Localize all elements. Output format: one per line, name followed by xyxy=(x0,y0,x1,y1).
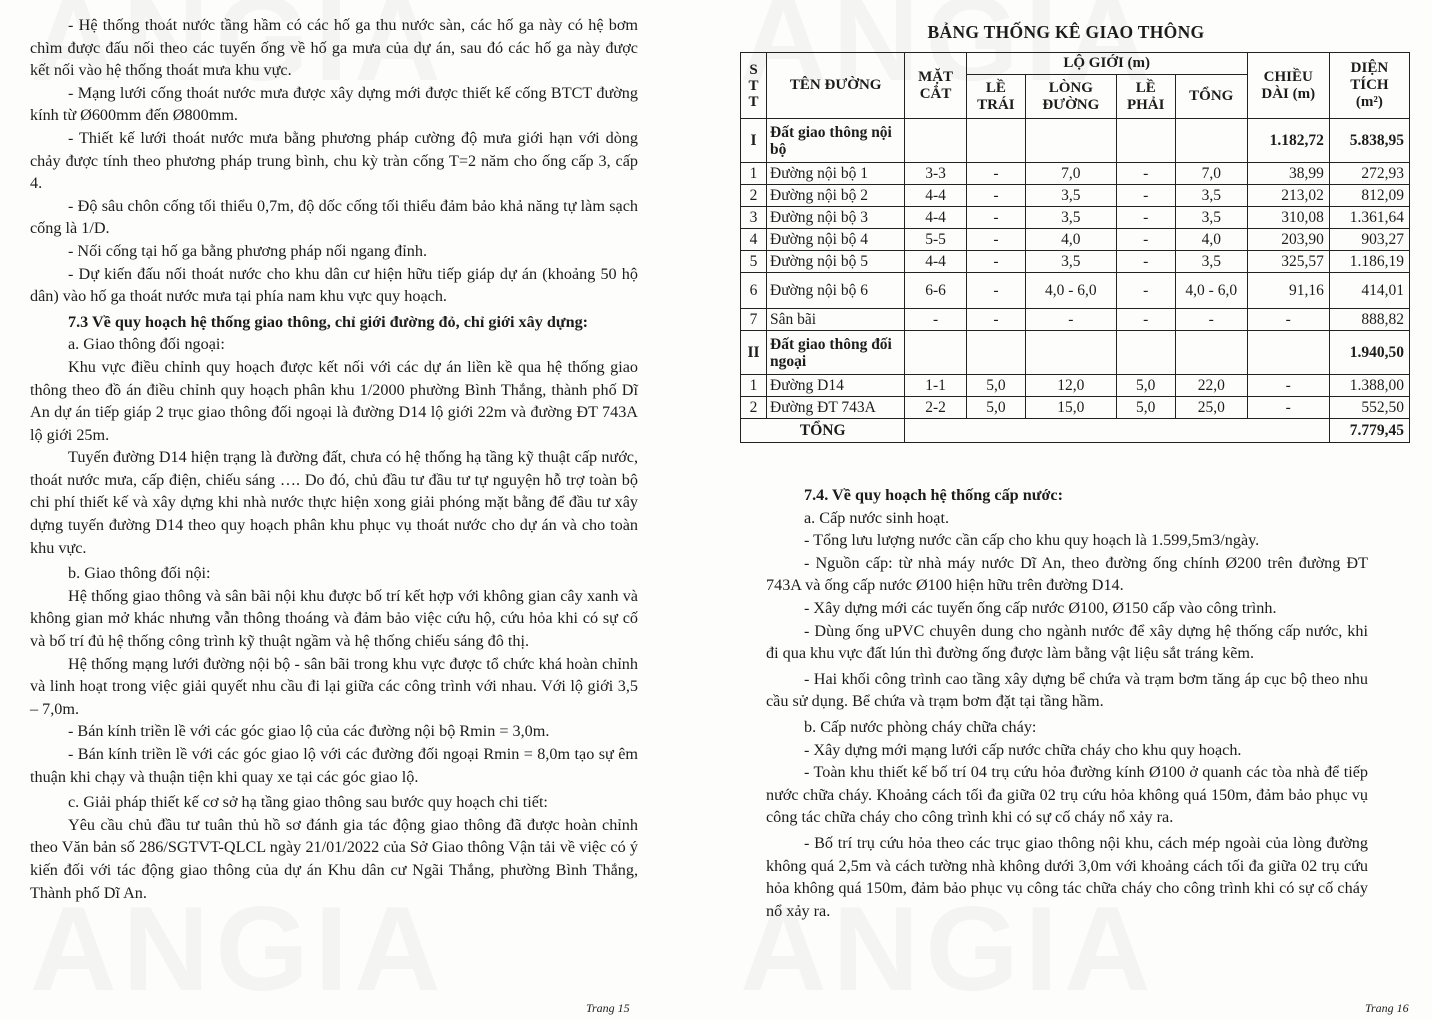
subheading: a. Cấp nước sinh hoạt. xyxy=(804,508,950,527)
paragraph: Tuyến đường D14 hiện trạng là đường đất, chưa có hệ thống hạ tầng kỹ thuật cấp nước, thoát nước mưa, cấp điện, chiếu sáng …. Do đó, chủ đầu tư đầu tư tự nguyện hỗ trợ toàn bộ chi phí thiết kế và xây dựng khi nhà nước thực hiện xong giải phóng mặt bằng để đầu tư xây dựng tuyến đường D14 theo quy hoạch phân khu phục vụ thoát nước cho dự án và cho toàn khu vực. xyxy=(30,448,638,557)
cell-dien-tich: 903,27 xyxy=(1329,229,1409,251)
cell-le-phai: - xyxy=(1116,207,1175,229)
cell-name: Đất giao thông nội bộ xyxy=(767,119,905,163)
cell-long-duong: 12,0 xyxy=(1026,375,1117,397)
cell-dien-tich: 1.361,64 xyxy=(1329,207,1409,229)
cell-dien-tich: 888,82 xyxy=(1329,309,1409,331)
right-page xyxy=(700,0,1432,1020)
header-dien-tich xyxy=(1329,53,1409,119)
cell-long-duong: 3,5 xyxy=(1026,207,1117,229)
cell-dien-tich: 1.388,00 xyxy=(1329,375,1409,397)
header-dien-tich-unit: (m²) xyxy=(1355,94,1383,110)
cell-name: Đường nội bộ 2 xyxy=(767,185,905,207)
paragraph: - Toàn khu thiết kế bố trí 04 trụ cứu hỏa đường kính Ø100 ở quanh các tòa nhà để tiếp nước chữa cháy. Khoảng cách tối đa giữa 02 trụ cứu hỏa không quá 150m, đảm bảo phục vụ công tác chữa cháy cho công trình khi có sự cố cháy nổ xảy ra. xyxy=(766,763,1368,827)
paragraph: - Độ sâu chôn cống tối thiểu 0,7m, độ dốc cống tối thiểu đảm bảo khả năng tự làm sạch cống là 1/D. xyxy=(30,196,638,238)
paragraph: - Tổng lưu lượng nước cần cấp cho khu quy hoạch là 1.599,5m3/ngày. xyxy=(804,531,1260,550)
traffic-statistics-table xyxy=(740,52,1410,443)
cell-le-trai xyxy=(966,331,1025,375)
cell-long-duong: - xyxy=(1026,309,1117,331)
cell-tong: 4,0 - 6,0 xyxy=(1175,273,1247,309)
table-body xyxy=(741,119,1410,419)
cell-section: 6-6 xyxy=(905,273,966,309)
cell-le-trai: 5,0 xyxy=(966,397,1025,419)
cell-le-trai: - xyxy=(966,207,1025,229)
cell-le-phai: - xyxy=(1116,229,1175,251)
cell-long-duong xyxy=(1026,119,1117,163)
cell-section: 4-4 xyxy=(905,207,966,229)
cell-name: Đường D14 xyxy=(767,375,905,397)
cell-tong: 7,0 xyxy=(1175,163,1247,185)
subheading: c. Giải pháp thiết kế cơ sở hạ tầng giao thông sau bước quy hoạch chi tiết: xyxy=(68,793,548,812)
subheading: a. Giao thông đối ngoại: xyxy=(68,335,225,354)
cell-le-trai: 5,0 xyxy=(966,375,1025,397)
cell-le-phai xyxy=(1116,331,1175,375)
cell-tong: - xyxy=(1175,309,1247,331)
cell-chieu-dai: 213,02 xyxy=(1247,185,1329,207)
cell-le-phai: - xyxy=(1116,163,1175,185)
cell-section: 5-5 xyxy=(905,229,966,251)
paragraph: Yêu cầu chủ đầu tư tuân thủ hồ sơ đánh gia tác động giao thông đã được hoàn chỉnh theo Văn bản số 286/SGTVT-QLCL ngày 21/01/2022 của Sở Giao thông Vận tải về việc có ý kiến đối với tác động giao thông của dự án Khu dân cư Ngãi Thắng, phường Bình Thắng, Thành phố Dĩ An. xyxy=(30,815,638,902)
cell-chieu-dai: - xyxy=(1247,309,1329,331)
cell-long-duong: 4,0 xyxy=(1026,229,1117,251)
cell-dien-tich: 1.186,19 xyxy=(1329,251,1409,273)
section-heading-7-3: 7.3 Về quy hoạch hệ thống giao thông, chỉ giới đường đỏ, chỉ giới xây dựng: xyxy=(68,312,589,331)
header-stt: S T T xyxy=(741,53,767,119)
cell-stt: 6 xyxy=(741,273,767,309)
left-text-block-1 xyxy=(30,14,638,904)
paragraph: Hệ thống giao thông và sân bãi nội khu được bố trí kết hợp với không gian cây xanh và không gian mở khác nhưng vẫn thông thoáng và đảm bảo việc cứu hộ, cứu hỏa khi có sự cố và bố trí đủ hệ thống công trình kỹ thuật ngầm và hệ thống chiếu sáng đô thị. xyxy=(30,586,638,651)
cell-tong xyxy=(1175,119,1247,163)
header-le-trai: LỀ TRÁI xyxy=(966,75,1025,119)
cell-name: Đường nội bộ 4 xyxy=(767,229,905,251)
cell-chieu-dai xyxy=(1247,331,1329,375)
cell-section: 1-1 xyxy=(905,375,966,397)
cell-chieu-dai: - xyxy=(1247,397,1329,419)
paragraph: - Thiết kế lưới thoát nước mưa bằng phương pháp cường độ mưa giới hạn với dòng chảy được tính theo phương pháp trung bình, chu kỳ tràn cống T=2 năm cho ống cấp 3, cấp 4. xyxy=(30,128,638,193)
paragraph: - Bán kính triền lề với các góc giao lộ của các đường nội bộ Rmin = 3,0m. xyxy=(68,722,550,741)
cell-le-trai xyxy=(966,119,1025,163)
cell-stt: 2 xyxy=(741,185,767,207)
paragraph: - Xây dựng mới các tuyến ống cấp nước Ø100, Ø150 cấp vào công trình. xyxy=(804,598,1277,617)
paragraph: Hệ thống mạng lưới đường nội bộ - sân bãi trong khu vực được tổ chức khá hoàn chỉnh và linh hoạt trong việc giải quyết nhu cầu đi lại giữa các công trình với nhau. Với lộ giới 3,5 – 7,0m. xyxy=(30,654,638,718)
cell-le-phai: 5,0 xyxy=(1116,375,1175,397)
table-row xyxy=(741,163,1410,185)
page-number-left: Trang 15 xyxy=(586,1001,630,1015)
paragraph: - Hai khối công trình cao tầng xây dựng bể chứa và trạm bơm tăng áp cục bộ theo nhu cầu sử dụng. Bể chứa và trạm bơm đặt tại tầng hầm. xyxy=(766,669,1368,711)
cell-name: Đường nội bộ 3 xyxy=(767,207,905,229)
paragraph: Khu vực điều chỉnh quy hoạch được kết nối với các dự án liền kề qua hệ thống giao thông theo đồ án điều chỉnh quy hoạch phân khu 1/2000 phường Bình Thắng, thành phố Dĩ An dự án tiếp giáp 2 trục giao thông đối ngoại là đường D14 lộ giới 22m và đường ĐT 743A lộ giới 25m. xyxy=(30,357,638,444)
cell-le-trai: - xyxy=(966,309,1025,331)
cell-le-phai: - xyxy=(1116,251,1175,273)
cell-le-trai: - xyxy=(966,229,1025,251)
page-number-right: Trang 16 xyxy=(1365,1001,1409,1015)
cell-dien-tich: 5.838,95 xyxy=(1329,119,1409,163)
paragraph: - Dự kiến đấu nối thoát nước cho khu dân cư hiện hữu tiếp giáp dự án (khoảng 50 hộ dân) vào hố ga thoát nước mưa tại phía nam khu vực quy hoạch. xyxy=(30,264,638,306)
header-tong: TỔNG xyxy=(1175,75,1247,119)
cell-section: 4-4 xyxy=(905,185,966,207)
table-row xyxy=(741,207,1410,229)
cell-le-phai: 5,0 xyxy=(1116,397,1175,419)
cell-stt: II xyxy=(741,331,767,375)
cell-stt: 4 xyxy=(741,229,767,251)
cell-long-duong: 4,0 - 6,0 xyxy=(1026,273,1117,309)
table-title: BẢNG THỐNG KÊ GIAO THÔNG xyxy=(927,22,1205,42)
table-row xyxy=(741,251,1410,273)
header-name: TÊN ĐƯỜNG xyxy=(767,53,905,119)
cell-le-phai: - xyxy=(1116,309,1175,331)
paragraph: - Mạng lưới cống thoát nước mưa được xây dựng mới được thiết kế cống BTCT đường kính từ Ø600mm đến Ø800mm. xyxy=(30,83,638,125)
cell-dien-tich: 272,93 xyxy=(1329,163,1409,185)
cell-dien-tich: 812,09 xyxy=(1329,185,1409,207)
header-le-phai: LỀ PHẢI xyxy=(1116,75,1175,119)
cell-dien-tich: 1.940,50 xyxy=(1329,331,1409,375)
cell-chieu-dai: 1.182,72 xyxy=(1247,119,1329,163)
cell-section: 4-4 xyxy=(905,251,966,273)
cell-long-duong: 3,5 xyxy=(1026,185,1117,207)
header-section: MẶT CẮT xyxy=(905,53,966,119)
table-row xyxy=(741,375,1410,397)
cell-name: Đất giao thông đối ngoại xyxy=(767,331,905,375)
cell-section: 2-2 xyxy=(905,397,966,419)
cell-le-trai: - xyxy=(966,185,1025,207)
cell-name: Đường nội bộ 6 xyxy=(767,273,905,309)
cell-tong: 3,5 xyxy=(1175,185,1247,207)
cell-chieu-dai: - xyxy=(1247,375,1329,397)
cell-long-duong: 15,0 xyxy=(1026,397,1117,419)
cell-section xyxy=(905,119,966,163)
header-long-duong: LÒNG ĐƯỜNG xyxy=(1026,75,1117,119)
cell-stt: 3 xyxy=(741,207,767,229)
cell-stt: 2 xyxy=(741,397,767,419)
cell-tong: 4,0 xyxy=(1175,229,1247,251)
cell-long-duong: 3,5 xyxy=(1026,251,1117,273)
cell-le-trai: - xyxy=(966,273,1025,309)
cell-name: Đường nội bộ 1 xyxy=(767,163,905,185)
cell-le-phai: - xyxy=(1116,273,1175,309)
cell-chieu-dai: 325,57 xyxy=(1247,251,1329,273)
paragraph: - Nguồn cấp: từ nhà máy nước Dĩ An, theo đường ống chính Ø200 trên đường ĐT 743A và ống cấp nước Ø100 hiện hữu trên đường D14. xyxy=(766,553,1368,595)
right-text-block xyxy=(766,484,1368,922)
cell-name: Sân bãi xyxy=(767,309,905,331)
table-row xyxy=(741,397,1410,419)
cell-name: Đường nội bộ 5 xyxy=(767,251,905,273)
cell-tong xyxy=(1175,331,1247,375)
cell-stt: 5 xyxy=(741,251,767,273)
subheading: b. Cấp nước phòng cháy chữa cháy: xyxy=(804,717,1037,736)
subheading: b. Giao thông đối nội: xyxy=(68,564,211,583)
cell-tong: 3,5 xyxy=(1175,251,1247,273)
total-label: TỔNG xyxy=(741,419,905,443)
table-group-row xyxy=(741,119,1410,163)
cell-chieu-dai: 310,08 xyxy=(1247,207,1329,229)
left-page xyxy=(0,0,700,1020)
paragraph: - Hệ thống thoát nước tầng hầm có các hố ga thu nước sàn, các hố ga này có hệ bơm chìm được đấu nối theo các tuyến ống về hố ga mưa của dự án, sau đó các hố ga này được kết nối vào hệ thống thoát mưa khu vực. xyxy=(30,16,638,80)
cell-section: 3-3 xyxy=(905,163,966,185)
cell-name: Đường ĐT 743A xyxy=(767,397,905,419)
cell-le-trai: - xyxy=(966,163,1025,185)
cell-le-trai: - xyxy=(966,251,1025,273)
cell-long-duong: 7,0 xyxy=(1026,163,1117,185)
cell-stt: 1 xyxy=(741,163,767,185)
table-row xyxy=(741,229,1410,251)
paragraph: - Bán kính triền lề với các góc giao lộ với các đường đối ngoại Rmin = 8,0m tạo sự êm thuận khi chạy và thuận tiện khi quay xe tại các góc giao lộ. xyxy=(30,745,638,786)
section-heading-7-4: 7.4. Về quy hoạch hệ thống cấp nước: xyxy=(804,486,1063,504)
header-dien-tich-label: DIỆN TÍCH xyxy=(1350,60,1389,93)
cell-long-duong xyxy=(1026,331,1117,375)
table-row xyxy=(741,309,1410,331)
cell-tong: 22,0 xyxy=(1175,375,1247,397)
cell-le-phai xyxy=(1116,119,1175,163)
cell-chieu-dai: 91,16 xyxy=(1247,273,1329,309)
header-lo-gioi: LỘ GIỚI (m) xyxy=(966,53,1247,75)
cell-stt: 1 xyxy=(741,375,767,397)
header-chieu-dai: CHIỀU DÀI (m) xyxy=(1247,53,1329,119)
paragraph: - Nối cống tại hố ga bằng phương pháp nối ngang đỉnh. xyxy=(68,241,428,260)
paragraph: - Xây dựng mới mạng lưới cấp nước chữa cháy cho khu quy hoạch. xyxy=(804,740,1242,759)
cell-dien-tich: 552,50 xyxy=(1329,397,1409,419)
table-row xyxy=(741,273,1410,309)
table-group-row xyxy=(741,331,1410,375)
cell-section xyxy=(905,331,966,375)
total-value: 7.779,45 xyxy=(1329,419,1409,443)
cell-stt: I xyxy=(741,119,767,163)
paragraph: - Bố trí trụ cứu hỏa theo các trục giao thông nội khu, cách mép ngoài của lòng đường không quá 2,5m và cách tường nhà không dưới 3,0m với khoảng cách tối đa giữa 02 trụ cứu hỏa không quá 150m, đảm bảo phục vụ công tác chữa cháy cho công trình khi có sự cố cháy nổ xảy ra. xyxy=(766,833,1368,920)
cell-dien-tich: 414,01 xyxy=(1329,273,1409,309)
total-empty xyxy=(905,419,1329,443)
table-row xyxy=(741,185,1410,207)
cell-le-phai: - xyxy=(1116,185,1175,207)
cell-tong: 3,5 xyxy=(1175,207,1247,229)
cell-chieu-dai: 203,90 xyxy=(1247,229,1329,251)
cell-tong: 25,0 xyxy=(1175,397,1247,419)
paragraph: - Dùng ống uPVC chuyên dung cho ngành nước để xây dựng hệ thống cấp nước, khi đi qua khu vực đất lún thì đường ống được làm bằng vật liệu sắt tráng kẽm. xyxy=(766,621,1368,663)
cell-chieu-dai: 38,99 xyxy=(1247,163,1329,185)
cell-section: - xyxy=(905,309,966,331)
cell-stt: 7 xyxy=(741,309,767,331)
